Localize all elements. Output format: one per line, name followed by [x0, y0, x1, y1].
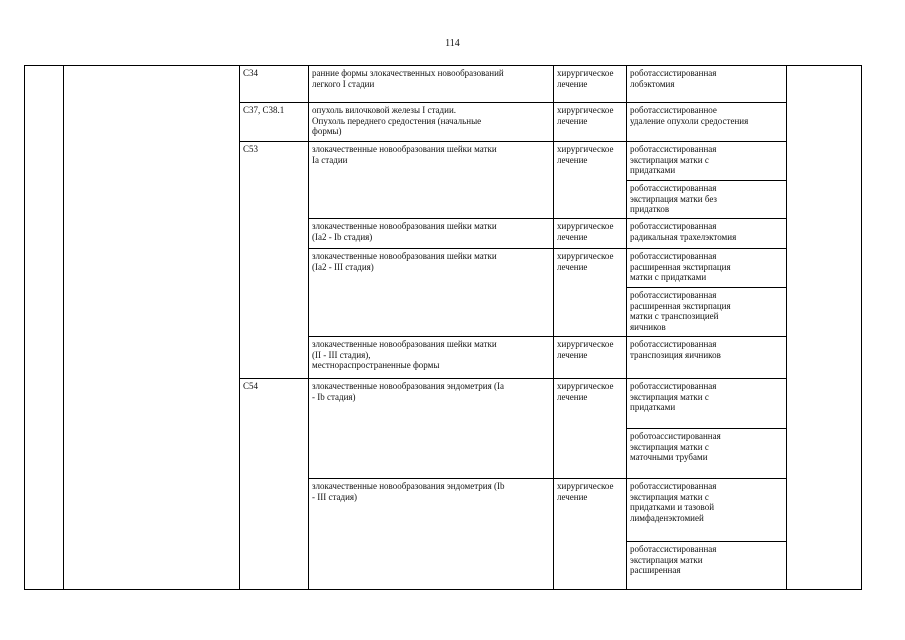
method-cell: роботассистированная экстирпация матки расширенная	[630, 544, 717, 575]
column-divider	[786, 66, 787, 589]
method-cell: роботассистированная экстирпация матки с придатками	[630, 144, 717, 175]
page-number: 114	[445, 38, 460, 49]
method-cell: роботассистированная расширенная экстирпация матки с транспозицией яичников	[630, 290, 731, 332]
treatment-cell: хирургическое лечение	[557, 221, 614, 242]
diagnosis-cell: злокачественные новообразования шейки матки (II - III стадия), местнораспространенные формы	[312, 339, 497, 370]
code-cell: C34	[243, 68, 259, 78]
method-cell: роботоассистированная экстирпация матки с маточными трубами	[630, 431, 721, 462]
treatment-cell: хирургическое лечение	[557, 339, 614, 360]
diagnosis-cell: злокачественные новообразования шейки матки (Ia2 - Ib стадия)	[312, 221, 497, 242]
code-cell: C53	[243, 144, 259, 154]
method-cell: роботассистированная экстирпация матки с придатками и тазовой лимфаденэктомией	[630, 481, 717, 523]
method-cell: роботассистированная экстирпация матки без придатков	[630, 183, 717, 214]
method-cell: роботассистированная лобэктомия	[630, 68, 717, 89]
diagnosis-cell: злокачественные новообразования эндометрия (Ib - III стадия)	[312, 481, 505, 502]
treatment-cell: хирургическое лечение	[557, 68, 614, 89]
code-cell: C54	[243, 381, 259, 391]
method-cell: роботассистированная экстирпация матки с придатками	[630, 381, 717, 412]
diagnosis-cell: ранние формы злокачественных новообразований легкого I стадии	[312, 68, 504, 89]
diagnosis-cell: опухоль вилочковой железы I стадии. Опухоль переднего средостения (начальные формы)	[312, 105, 482, 136]
code-cell: C37, C38.1	[243, 105, 285, 115]
method-cell: роботассистированная радикальная трахелэктомия	[630, 221, 737, 242]
treatment-cell: хирургическое лечение	[557, 144, 614, 165]
column-divider	[63, 66, 64, 589]
diagnosis-cell: злокачественные новообразования эндометрия (Ia - Ib стадия)	[312, 381, 504, 402]
treatment-cell: хирургическое лечение	[557, 481, 614, 502]
method-cell: роботассистированная транспозиция яичников	[630, 339, 721, 360]
method-cell: роботассистированная расширенная экстирпация матки с придатками	[630, 251, 731, 282]
procedures-table	[24, 65, 862, 590]
treatment-cell: хирургическое лечение	[557, 105, 614, 126]
diagnosis-cell: злокачественные новообразования шейки матки Ia стадии	[312, 144, 497, 165]
diagnosis-cell: злокачественные новообразования шейки матки (Ia2 - III стадия)	[312, 251, 497, 272]
treatment-cell: хирургическое лечение	[557, 381, 614, 402]
treatment-cell: хирургическое лечение	[557, 251, 614, 272]
method-cell: роботассистированное удаление опухоли средостения	[630, 105, 749, 126]
